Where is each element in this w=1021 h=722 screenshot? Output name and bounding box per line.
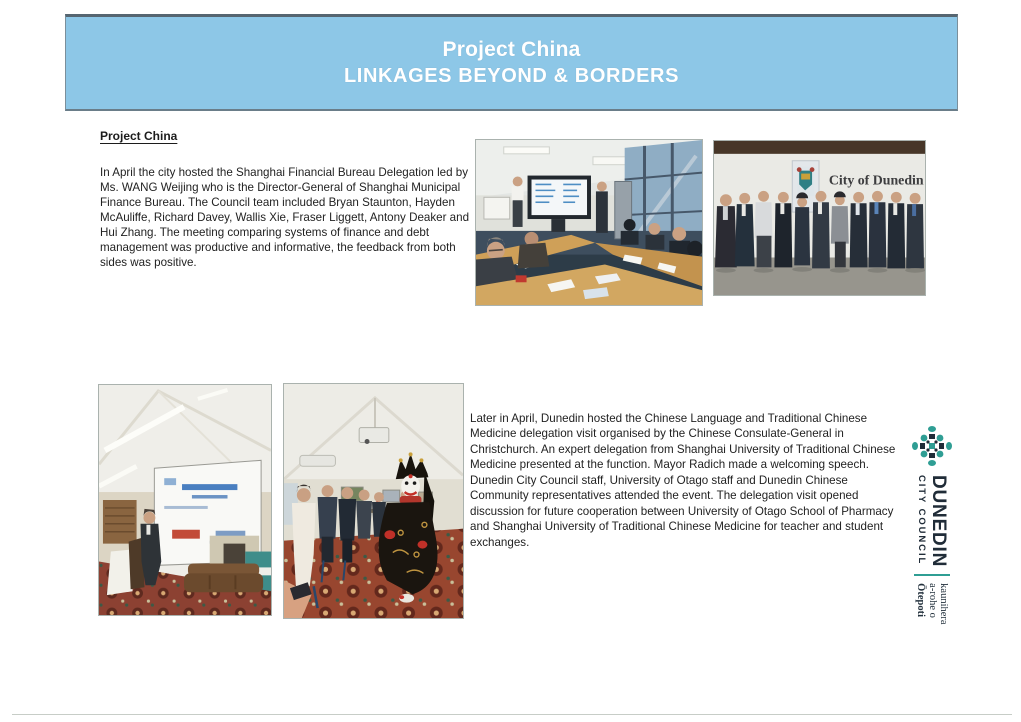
presentation-illustration xyxy=(99,385,271,615)
dcc-logo xyxy=(903,424,961,638)
group-photo-illustration xyxy=(714,141,925,295)
photo-opera-performer xyxy=(283,383,464,619)
dcc-logo-separator xyxy=(914,574,950,576)
intro-paragraph: In April the city hosted the Shanghai Financial Bureau Delegation led by Ms. WANG Weijing who is the Director-General of Shanghai Municipal Finance Bureau. The Council team included Bryan Staunton, Hayden McAuliffe, Richard Davey, Wallis Xie, Fraser Liggett, Antony Deaker and Hui Zhang. The meeting comparing systems of finance and debt management was productive and informative, the feedback from both sides was positive. xyxy=(100,165,470,270)
performer-illustration xyxy=(284,384,463,618)
second-paragraph: Later in April, Dunedin hosted the Chinese Language and Traditional Chinese Medicine delegation visit organised by the Chinese Consulate-General in Christchurch. An expert delegation from Shanghai University of Traditional Chinese Medicine presented at the function. Mayor Radich made a welcoming speech. Dunedin City Council staff, University of Otago staff and Dunedin Chinese Community representatives attended the event. The delegation visit opened discussion for future cooperation between University of Otago School of Pharmacy and Shanghai University of Traditional Chinese Medicine for teacher and student exchanges. xyxy=(470,411,896,549)
scan-edge-line xyxy=(12,714,1012,715)
photo-speaker-lectern xyxy=(98,384,272,616)
banner-title: Project China xyxy=(442,38,581,61)
city-of-dunedin-wall-text: City of Dunedin xyxy=(828,172,924,188)
banner-subtitle: LINKAGES BEYOND & BORDERS xyxy=(343,65,680,87)
dcc-logo-subname: CITY COUNCIL xyxy=(915,475,927,566)
photo-group-delegation xyxy=(713,140,926,296)
header-banner xyxy=(65,14,958,111)
dcc-logo-maori: kaunihera a-rohe o Ōtepoti xyxy=(915,583,950,625)
meeting-room-illustration xyxy=(476,140,702,305)
section-heading: Project China xyxy=(100,129,178,143)
dcc-logo-name: DUNEDIN xyxy=(927,475,949,568)
dcc-logo-icon xyxy=(910,424,954,468)
photo-meeting-room xyxy=(475,139,703,306)
